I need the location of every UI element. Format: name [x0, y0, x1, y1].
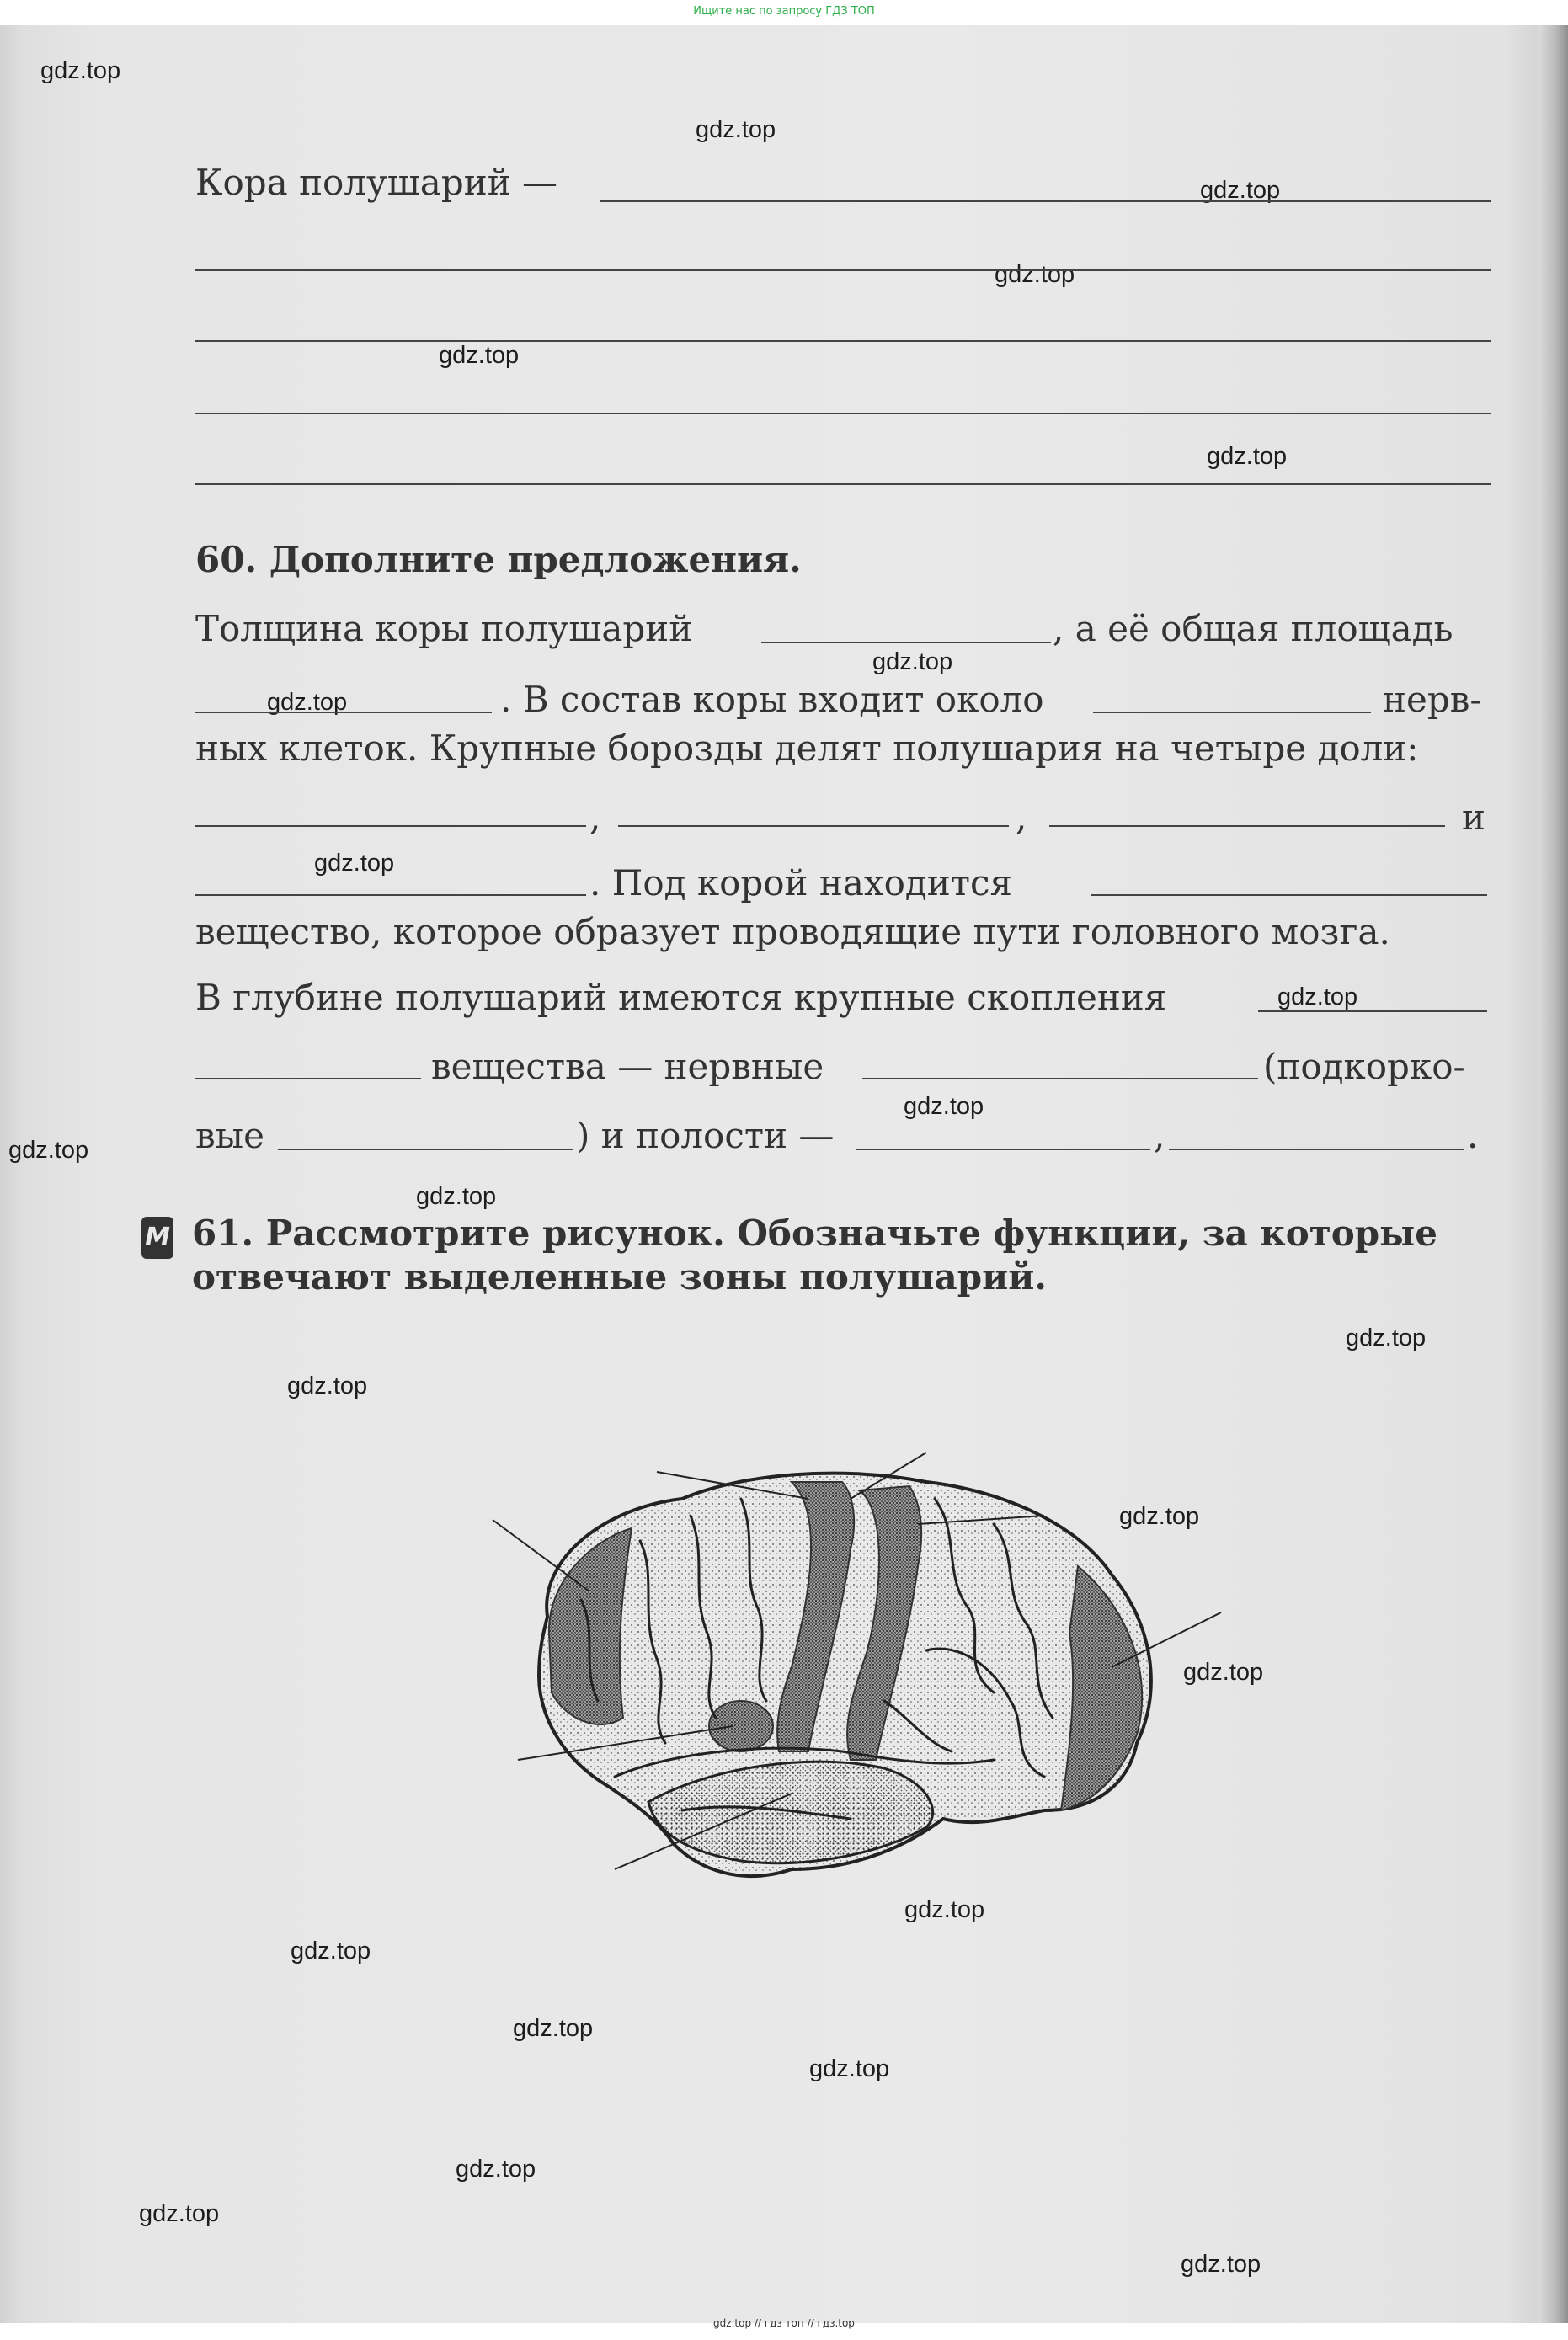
- watermark: gdz.top: [1119, 1503, 1200, 1530]
- watermark: gdz.top: [40, 57, 121, 84]
- watermark: gdz.top: [314, 850, 395, 877]
- watermark: gdz.top: [8, 1137, 89, 1164]
- task-60-text: (подкорко-: [1263, 1046, 1465, 1087]
- watermark: gdz.top: [439, 342, 520, 369]
- watermark: gdz.top: [1200, 177, 1281, 204]
- blank-cluster-type-a[interactable]: [1258, 1010, 1487, 1012]
- task-60-text: . Под корой находится: [589, 862, 1012, 903]
- watermark: gdz.top: [267, 689, 348, 716]
- page-spine-shadow: [1538, 25, 1568, 2323]
- blank-neuron-count[interactable]: [1093, 712, 1371, 713]
- answer-line[interactable]: [195, 340, 1491, 342]
- watermark: gdz.top: [904, 1896, 985, 1923]
- watermark: gdz.top: [287, 1373, 368, 1399]
- blank-nuclei[interactable]: [862, 1078, 1258, 1079]
- task-60-text: Толщина коры полушарий: [195, 608, 693, 649]
- watermark: gdz.top: [291, 1938, 371, 1964]
- top-banner[interactable]: Ищите нас по запросу ГДЗ ТОП: [693, 5, 875, 18]
- task-60-text: ) и полости —: [576, 1115, 835, 1156]
- task-61-title: 61. Рассмотрите рисунок. Обозначьте функции, за которые: [192, 1213, 1437, 1254]
- watermark: gdz.top: [1277, 983, 1358, 1010]
- watermark: gdz.top: [456, 2156, 536, 2183]
- blank-subcortical[interactable]: [278, 1149, 573, 1150]
- task-marker-badge: М: [141, 1217, 173, 1259]
- answer-line[interactable]: [600, 200, 1491, 202]
- watermark: gdz.top: [995, 261, 1075, 288]
- watermark: gdz.top: [139, 2200, 220, 2227]
- watermark: gdz.top: [1207, 443, 1288, 470]
- watermark: gdz.top: [1183, 1659, 1264, 1686]
- blank-lobe-2[interactable]: [618, 825, 1009, 827]
- blank-lobe-4[interactable]: [195, 894, 586, 896]
- task-60-text: .: [1467, 1115, 1479, 1156]
- blank-cavity-2[interactable]: [1169, 1149, 1464, 1150]
- watermark: gdz.top: [872, 648, 953, 675]
- blank-matter-type[interactable]: [1091, 894, 1487, 896]
- task-60-text: нерв-: [1383, 679, 1482, 720]
- task-60-title: 60. Дополните предложения.: [195, 539, 802, 580]
- watermark: gdz.top: [513, 2015, 594, 2042]
- answer-line[interactable]: [195, 269, 1491, 271]
- watermark: gdz.top: [904, 1093, 984, 1120]
- watermark: gdz.top: [416, 1183, 497, 1210]
- answer-line[interactable]: [195, 483, 1491, 485]
- task-60-text: вые: [195, 1115, 264, 1156]
- task-60-text: ных клеток. Крупные борозды делят полушария на четыре доли:: [195, 728, 1419, 769]
- task-61-title-cont: отвечают выделенные зоны полушарий.: [192, 1256, 1048, 1298]
- blank-lobe-3[interactable]: [1049, 825, 1445, 827]
- task-60-text: . В состав коры входит около: [500, 679, 1044, 720]
- blank-lobe-1[interactable]: [195, 825, 586, 827]
- task-60-text: ,: [589, 797, 601, 838]
- cortex-definition-label: Кора полушарий —: [195, 162, 558, 203]
- task-60-text: и: [1462, 797, 1485, 838]
- brain-icon: [488, 1448, 1246, 1920]
- blank-cortex-thickness[interactable]: [761, 642, 1051, 643]
- task-60-text: ,: [1154, 1115, 1165, 1156]
- blank-cavity-1[interactable]: [856, 1149, 1150, 1150]
- footer-links[interactable]: gdz.top // гдз топ // гдз.top: [713, 2317, 855, 2329]
- task-60-text: , а её общая площадь: [1053, 608, 1453, 649]
- blank-cortex-area[interactable]: [195, 712, 492, 713]
- blank-cluster-type-b[interactable]: [195, 1078, 421, 1079]
- watermark: gdz.top: [696, 116, 776, 143]
- task-60-text: вещество, которое образует проводящие пути головного мозга.: [195, 911, 1390, 952]
- answer-line[interactable]: [195, 413, 1491, 414]
- task-60-text: ,: [1016, 797, 1027, 838]
- task-60-text: вещества — нервные: [431, 1046, 824, 1087]
- watermark: gdz.top: [1346, 1325, 1427, 1351]
- watermark: gdz.top: [1181, 2251, 1261, 2278]
- workbook-page: [0, 25, 1568, 2323]
- watermark: gdz.top: [809, 2055, 890, 2082]
- task-60-text: В глубине полушарий имеются крупные скопления: [195, 977, 1167, 1018]
